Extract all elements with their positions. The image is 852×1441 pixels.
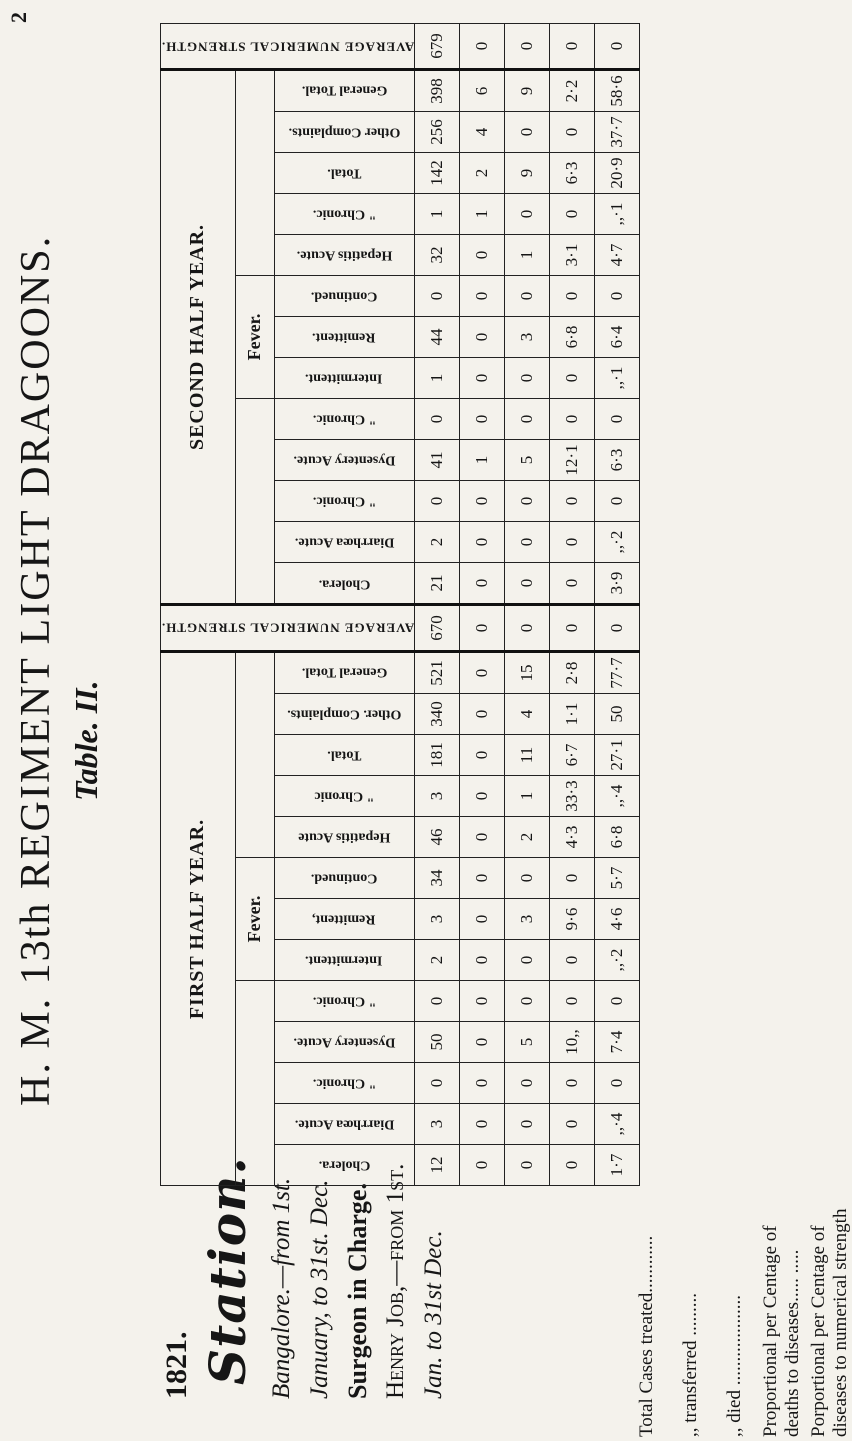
first-half-cell: 2·8 [550, 652, 595, 694]
station-place: Bangalore.—from 1st. [268, 1177, 295, 1399]
second-half-cell: 2·2 [550, 70, 595, 112]
second-half-cell: 398 [415, 70, 460, 112]
second_half-column-header: Other Complaints. [274, 112, 414, 153]
second-half-cell: 0 [460, 399, 505, 440]
second-half-cell: 0 [505, 563, 550, 605]
first_half-column-header: " Chronic [274, 776, 414, 817]
second-half-cell: 0 [460, 481, 505, 522]
second-half-average-cell: 0 [505, 24, 550, 70]
first-half-cell: 50 [415, 1022, 460, 1063]
surgeon-period: Jan. to 31st Dec. [420, 1230, 447, 1399]
second-half-cell: 44 [415, 317, 460, 358]
first_half-column-header: Remittent, [274, 899, 414, 940]
second-half-cell: ,,·1 [595, 194, 640, 235]
second-half-cell: 0 [415, 481, 460, 522]
second-half-cell: 32 [415, 235, 460, 276]
second-half-cell: 12·1 [550, 440, 595, 481]
first-half-cell: 12 [415, 1145, 460, 1186]
first-half-average-label: AVERAGE NUMERICAL STRENGTH. [161, 605, 415, 652]
first-half-cell: 0 [595, 981, 640, 1022]
spacer [235, 652, 274, 858]
second_half-column-header: Cholera. [274, 563, 414, 605]
second-half-cell: 0 [460, 235, 505, 276]
second-half-cell: 0 [550, 112, 595, 153]
second-half-cell: 6·8 [550, 317, 595, 358]
second_half-column-header: Remittent. [274, 317, 414, 358]
second_half-column-header: Total. [274, 153, 414, 194]
first-half-cell: 7·4 [595, 1022, 640, 1063]
first-half-cell: 1·1 [550, 694, 595, 735]
second_half-column-header: Hepatitis Acute. [274, 235, 414, 276]
second-half-cell: 0 [415, 399, 460, 440]
spacer [235, 399, 274, 605]
first_half-column-header: General Total. [274, 652, 414, 694]
second-half-cell: 0 [460, 522, 505, 563]
first-half-cell: 181 [415, 735, 460, 776]
second-half-cell: 41 [415, 440, 460, 481]
first-half-cell: 0 [460, 1063, 505, 1104]
second-half-cell: 1 [460, 194, 505, 235]
year: 1821. [160, 1331, 193, 1399]
second-half-cell: 1 [415, 358, 460, 399]
row-label-total: Total Cases treated............ [636, 1235, 657, 1437]
second-half-cell: 0 [595, 276, 640, 317]
first-half-cell: 50 [595, 694, 640, 735]
first_half-column-header: " Chronic. [274, 1063, 414, 1104]
first-half-cell: 0 [505, 1063, 550, 1104]
first-half-cell: 0 [415, 981, 460, 1022]
first-half-cell: 0 [460, 858, 505, 899]
first-half-cell: 0 [505, 1104, 550, 1145]
first-half-cell: 0 [415, 1063, 460, 1104]
second_half-column-header: Intermittent. [274, 358, 414, 399]
first-half-cell: 33·3 [550, 776, 595, 817]
second-half-cell: 6·3 [550, 153, 595, 194]
second-half-cell: 2 [460, 153, 505, 194]
first-half-cell: 0 [505, 940, 550, 981]
first-half-cell: 6·7 [550, 735, 595, 776]
first-half-average-cell: 0 [460, 605, 505, 652]
second-half-cell: 2 [415, 522, 460, 563]
second-half-cell: 6·4 [595, 317, 640, 358]
second-half-average-label: AVERAGE NUMERICAL STRENGTH. [161, 24, 415, 70]
first_half-column-header: Other. Complaints. [274, 694, 414, 735]
second-half-cell: 0 [595, 481, 640, 522]
second-half-cell: 4 [460, 112, 505, 153]
table-row [460, 24, 505, 1186]
table-row [595, 24, 640, 1186]
first-half-cell: 15 [505, 652, 550, 694]
first-half-cell: 4 [505, 694, 550, 735]
second-half-cell: 1 [460, 440, 505, 481]
second-half-cell: 0 [505, 358, 550, 399]
second-half-cell: 9 [505, 153, 550, 194]
station-period: January, to 31st. Dec. [306, 1179, 333, 1399]
second-half-cell: ,,·2 [595, 522, 640, 563]
first_half-column-header: Intermittent. [274, 940, 414, 981]
second-half-cell: 0 [505, 276, 550, 317]
second-half-cell: 0 [550, 563, 595, 605]
second-half-cell: 0 [550, 358, 595, 399]
first_half-column-header: Diarrhœa Acute. [274, 1104, 414, 1145]
second_half-column-header: " Chronic. [274, 194, 414, 235]
second-half-cell: 142 [415, 153, 460, 194]
first-half-cell: 5 [505, 1022, 550, 1063]
second-half-cell: 20·9 [595, 153, 640, 194]
second_half-column-header: Continued. [274, 276, 414, 317]
second-half-cell: 256 [415, 112, 460, 153]
row-label-deaths-pct: Proportional per Centage of deaths to diseases..... ..... [760, 1225, 803, 1437]
first-half-cell: 0 [460, 940, 505, 981]
second-half-fever-label: Fever. [235, 276, 274, 399]
first-half-cell: 0 [550, 858, 595, 899]
first-half-cell: 0 [460, 694, 505, 735]
first_half-column-header: Dysentery Acute. [274, 1022, 414, 1063]
first-half-cell: 3 [415, 776, 460, 817]
first-half-cell: 0 [505, 858, 550, 899]
first_half-column-header: " Chronic. [274, 981, 414, 1022]
first-half-fever-label: Fever. [235, 858, 274, 981]
first-half-cell: 11 [505, 735, 550, 776]
first-half-cell: ,,·2 [595, 940, 640, 981]
first-half-cell: 0 [460, 899, 505, 940]
second_half-column-header: " Chronic. [274, 481, 414, 522]
second-half-cell: 0 [460, 563, 505, 605]
second-half-cell: 0 [595, 399, 640, 440]
first-half-cell: 5·7 [595, 858, 640, 899]
first_half-column-header: Hepatitis Acute [274, 817, 414, 858]
row-label-strength-pct: Porportional per Centage of diseases to numerical strength [808, 1208, 851, 1437]
second-half-cell: 3·9 [595, 563, 640, 605]
first-half-cell: 0 [460, 735, 505, 776]
first-half-heading: FIRST HALF YEAR. [161, 652, 236, 1186]
first_half-column-header: Cholera. [274, 1145, 414, 1186]
first-half-cell: 0 [460, 981, 505, 1022]
second-half-cell: 6·3 [595, 440, 640, 481]
row-label-transferred: ,, transferred ......... [680, 1292, 701, 1437]
second-half-cell: 0 [505, 481, 550, 522]
first-half-cell: 2 [505, 817, 550, 858]
station-block [160, 1156, 630, 1399]
second-half-cell: 58·6 [595, 70, 640, 112]
first-half-average-cell: 0 [595, 605, 640, 652]
first-half-cell: 0 [550, 981, 595, 1022]
second-half-cell: ,,·1 [595, 358, 640, 399]
first-half-cell: 77·7 [595, 652, 640, 694]
second-half-cell: 5 [505, 440, 550, 481]
second-half-cell: 1 [505, 235, 550, 276]
second-half-cell: 0 [505, 194, 550, 235]
first-half-cell: 0 [595, 1063, 640, 1104]
second_half-column-header: General Total. [274, 70, 414, 112]
second-half-cell: 37·7 [595, 112, 640, 153]
table-body [415, 24, 640, 1186]
second-half-cell: 3 [505, 317, 550, 358]
first-half-cell: 0 [460, 1104, 505, 1145]
regiment-title: H. M. 13th REGIMENT LIGHT DRAGOONS. [13, 234, 59, 1106]
first-half-cell: ,,·4 [595, 1104, 640, 1145]
table-row [550, 24, 595, 1186]
second-half-cell: 0 [550, 522, 595, 563]
second-half-cell: 0 [460, 276, 505, 317]
first-half-cell: 0 [460, 1145, 505, 1186]
first-half-cell: ,,·4 [595, 776, 640, 817]
first-half-cell: 0 [505, 981, 550, 1022]
second-half-cell: 0 [505, 399, 550, 440]
second-half-cell: 0 [505, 522, 550, 563]
statistics-table [160, 23, 640, 1186]
second-half-cell: 3·1 [550, 235, 595, 276]
first-half-cell: 340 [415, 694, 460, 735]
spacer [235, 70, 274, 276]
second-half-cell: 6 [460, 70, 505, 112]
first-half-cell: 10,, [550, 1022, 595, 1063]
second-half-cell: 21 [415, 563, 460, 605]
second-half-average-cell: 0 [550, 24, 595, 70]
first-half-cell: 0 [460, 817, 505, 858]
second-half-cell: 0 [460, 358, 505, 399]
first-half-cell: 0 [505, 1145, 550, 1186]
first-half-cell: 0 [550, 1104, 595, 1145]
page-number: 2 [6, 12, 31, 23]
first-half-cell: 46 [415, 817, 460, 858]
second-half-average-cell: 0 [460, 24, 505, 70]
table-row [505, 24, 550, 1186]
first-half-cell: 521 [415, 652, 460, 694]
second-half-cell: 0 [415, 276, 460, 317]
second-half-cell: 0 [505, 112, 550, 153]
second-half-cell: 0 [550, 481, 595, 522]
first-half-average-cell: 0 [505, 605, 550, 652]
first-half-cell: 3 [415, 1104, 460, 1145]
table-title: Table. II. [68, 680, 104, 801]
second-half-cell: 0 [460, 317, 505, 358]
surgeon-heading: Surgeon in Charge. [343, 1183, 372, 1399]
second-half-cell: 1 [415, 194, 460, 235]
spacer [235, 981, 274, 1186]
first_half-column-header: Continued. [274, 858, 414, 899]
first-half-cell: 2 [415, 940, 460, 981]
second-half-cell: 0 [550, 276, 595, 317]
first-half-average-cell: 0 [550, 605, 595, 652]
second_half-column-header: Dysentery Acute. [274, 440, 414, 481]
second-half-cell: 9 [505, 70, 550, 112]
first_half-column-header: Total. [274, 735, 414, 776]
first-half-cell: 0 [460, 1022, 505, 1063]
second-half-cell: 4·7 [595, 235, 640, 276]
row-label-died: ,, died ................... [724, 1295, 745, 1437]
second-half-cell: 0 [550, 194, 595, 235]
second-half-average-cell: 679 [415, 24, 460, 70]
surgeon-name: Henry Job,—from 1st. [382, 1163, 409, 1399]
first-half-cell: 4·6 [595, 899, 640, 940]
second-half-cell: 0 [550, 399, 595, 440]
station-title: Station. [198, 1156, 257, 1385]
first-half-cell: 3 [415, 899, 460, 940]
first-half-cell: 1 [505, 776, 550, 817]
first-half-cell: 0 [550, 1063, 595, 1104]
first-half-cell: 27·1 [595, 735, 640, 776]
first-half-cell: 9·6 [550, 899, 595, 940]
first-half-cell: 0 [460, 776, 505, 817]
first-half-cell: 0 [460, 652, 505, 694]
first-half-cell: 6·8 [595, 817, 640, 858]
first-half-cell: 0 [550, 940, 595, 981]
first-half-cell: 1·7 [595, 1145, 640, 1186]
second_half-column-header: " Chronic. [274, 399, 414, 440]
first-half-cell: 34 [415, 858, 460, 899]
table-row [415, 24, 460, 1186]
second_half-column-header: Diarrhœa Acute. [274, 522, 414, 563]
second-half-average-cell: 0 [595, 24, 640, 70]
first-half-cell: 4·3 [550, 817, 595, 858]
first-half-cell: 3 [505, 899, 550, 940]
first-half-average-cell: 670 [415, 605, 460, 652]
first-half-cell: 0 [550, 1145, 595, 1186]
second-half-heading: SECOND HALF YEAR. [161, 70, 236, 605]
